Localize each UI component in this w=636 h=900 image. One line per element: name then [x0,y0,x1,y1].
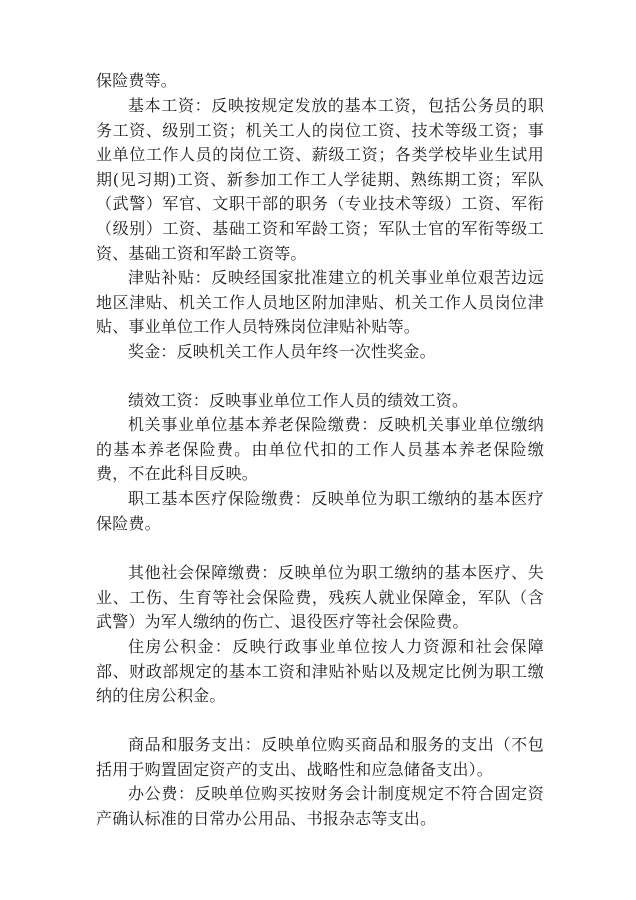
paragraph-bonus: 奖金：反映机关工作人员年终一次性奖金。 [128,342,436,361]
paragraph-pension-insurance: 机关事业单位基本养老保险缴费：反映机关事业单位缴纳的基本养老保险费。由单位代扣的工作人员基本养老保险缴费，不在此科目反映。 [96,415,544,484]
paragraph-allowances: 津贴补贴：反映经国家批准建立的机关事业单位艰苦边远地区津贴、机关工作人员地区附加津贴、机关工作人员岗位津贴、事业单位工作人员特殊岗位津贴补贴等。 [96,268,544,337]
paragraph-other-social-security: 其他社会保障缴费：反映单位为职工缴纳的基本医疗、失业、工伤、生育等社会保险费，残疾人就业保障金，军队（含武警）为军人缴纳的伤亡、退役医疗等社会保险费。 [96,563,544,632]
paragraph-goods-services: 商品和服务支出：反映单位购买商品和服务的支出（不包括用于购置固定资产的支出、战略性和应急储备支出）。 [96,735,544,779]
paragraph-office-expenses: 办公费：反映单位购买按财务会计制度规定不符合固定资产确认标准的日常办公用品、书报杂志等支出。 [96,784,544,828]
paragraph-performance-salary: 绩效工资：反映事业单位工作人员的绩效工资。 [128,391,469,410]
paragraph-housing-fund: 住房公积金：反映行政事业单位按人力资源和社会保障部、财政部规定的基本工资和津贴补贴以及规定比例为职工缴纳的住房公积金。 [96,637,544,706]
paragraph-insurance-fee-end: 保险费等。 [96,71,178,90]
paragraph-medical-insurance: 职工基本医疗保险缴费：反映单位为职工缴纳的基本医疗保险费。 [96,489,544,533]
paragraph-basic-salary: 基本工资：反映按规定发放的基本工资，包括公务员的职务工资、级别工资；机关工人的岗位工资、技术等级工资；事业单位工作人员的岗位工资、薪级工资；各类学校毕业生试用期(见习期)工资、新参加工作工人学徒期、熟练期工资；军队（武警）军官、文职干部的职务（专业技术等级）工资、军衔（级别）工资、基础工资和军龄工资；军队士官的军衔等级工资、基础工资和军龄工资等。 [96,96,544,263]
